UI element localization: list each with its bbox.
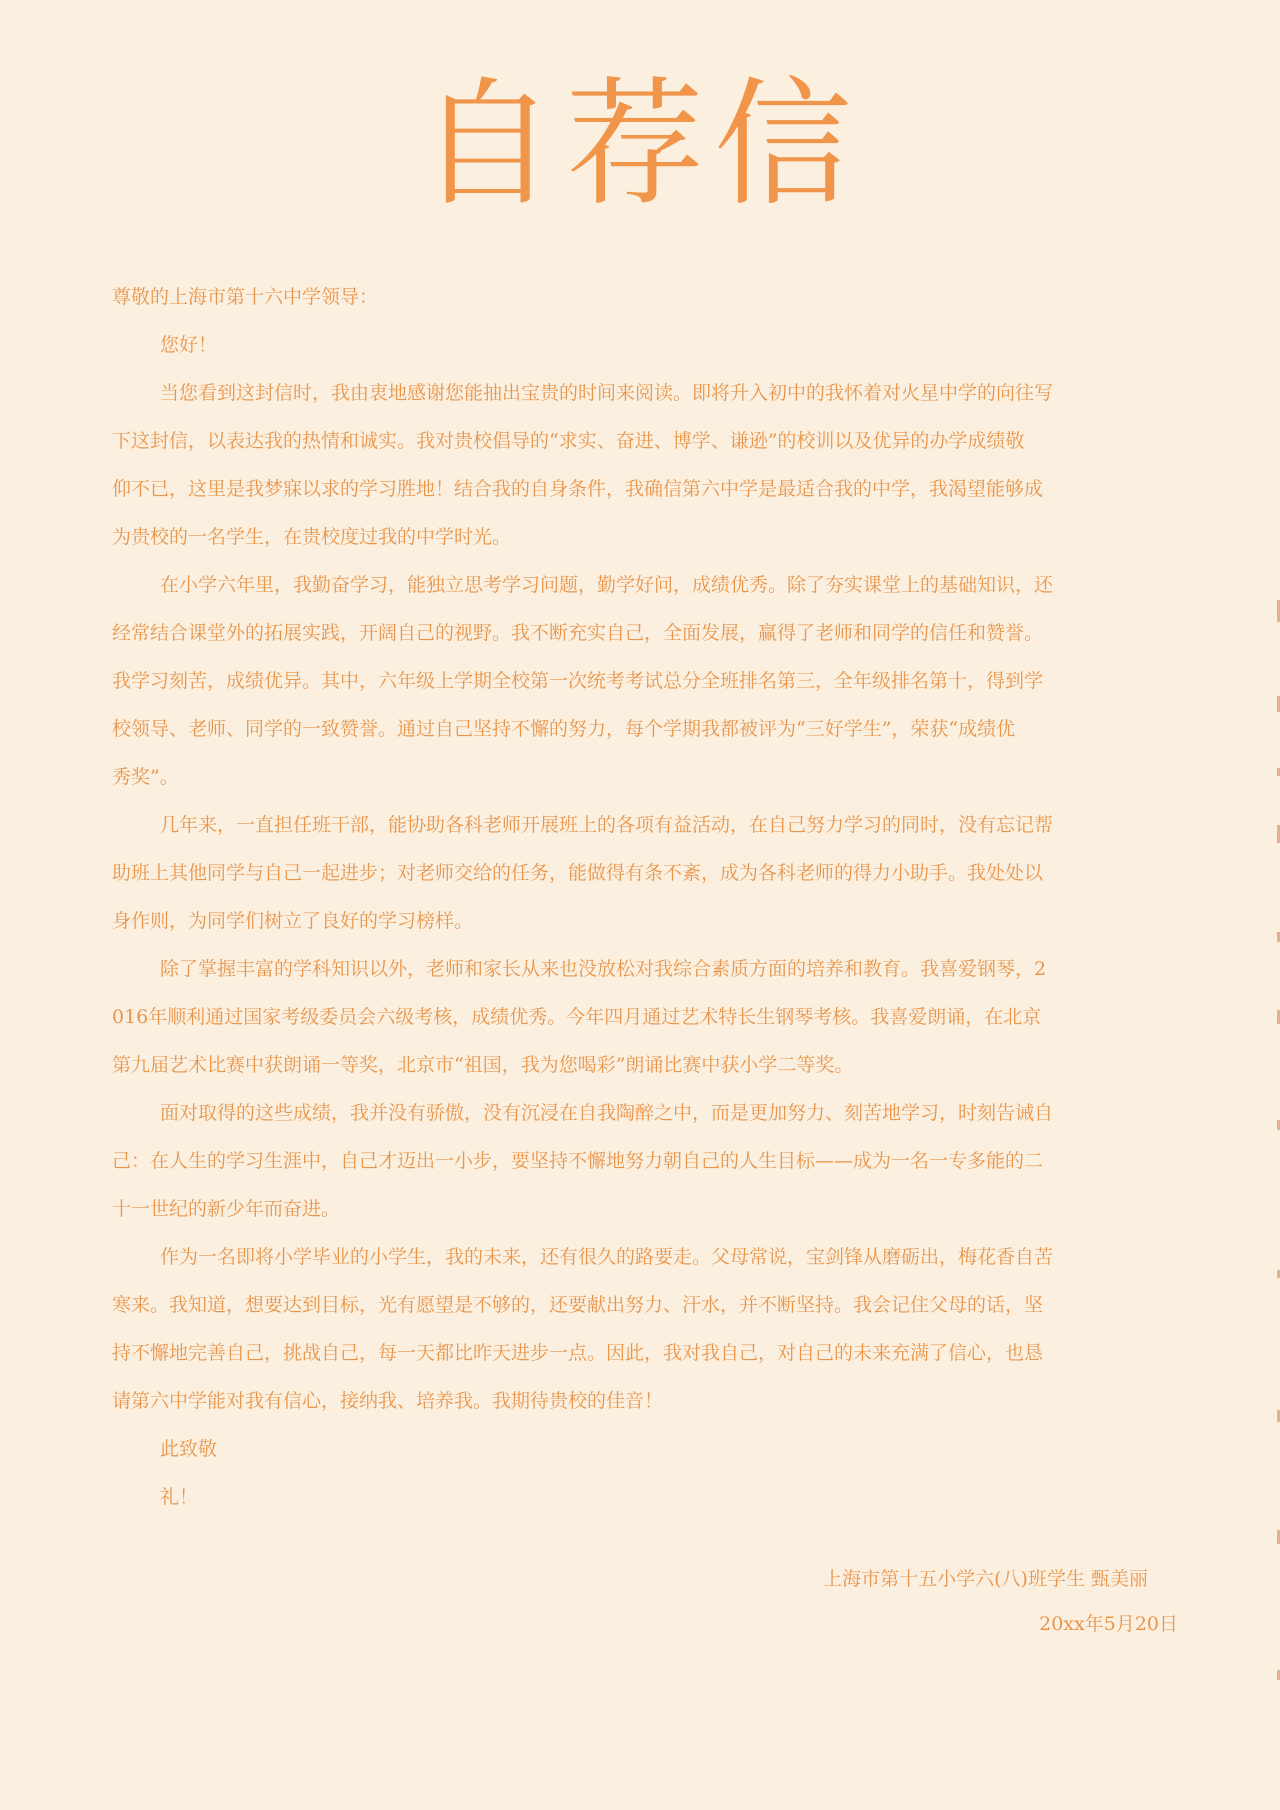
paragraph-2-line-3: 我学习刻苦，成绩优异。其中，六年级上学期全校第一次统考考试总分全班排名第三，全年级排名第十，得到学 <box>112 670 1044 692</box>
paragraph-6-line-2: 寒来。我知道，想要达到目标，光有愿望是不够的，还要献出努力、汗水，并不断坚持。我会记住父母的话，坚 <box>112 1294 1044 1316</box>
signature: 上海市第十五小学六(八)班学生 甄美丽 <box>823 1568 1148 1590</box>
letter-date: 20xx年5月20日 <box>1039 1613 1178 1635</box>
paragraph-4-line-1: 除了掌握丰富的学科知识以外，老师和家长从来也没放松对我综合素质方面的培养和教育。我喜爱钢琴，2 <box>160 958 1047 980</box>
paragraph-1 <box>112 369 1172 561</box>
paragraph-2-line-2: 经常结合课堂外的拓展实践，开阔自己的视野。我不断充实自己，全面发展，赢得了老师和同学的信任和赞誉。 <box>112 622 1044 644</box>
paragraph-6 <box>112 1233 1172 1425</box>
paragraph-2 <box>112 561 1172 801</box>
paragraph-4-line-3: 第九届艺术比赛中获朗诵一等奖，北京市“祖国，我为您喝彩”朗诵比赛中获小学二等奖。 <box>112 1054 854 1076</box>
paragraph-2-line-1: 在小学六年里，我勤奋学习，能独立思考学习问题，勤学好问，成绩优秀。除了夯实课堂上的基础知识，还 <box>160 574 1054 596</box>
letter-body <box>112 273 1172 1521</box>
paragraph-1-line-2: 下这封信，以表达我的热情和诚实。我对贵校倡导的“求实、奋进、博学、谦逊”的校训以及优异的办学成绩敬 <box>112 430 1025 452</box>
greeting: 您好！ <box>160 334 218 356</box>
paragraph-2-line-4: 校领导、老师、同学的一致赞誉。通过自己坚持不懈的努力，每个学期我都被评为“三好学生”，荣获“成绩优 <box>112 718 1016 740</box>
paragraph-3-line-3: 身作则，为同学们树立了良好的学习榜样。 <box>112 910 474 932</box>
paragraph-1-line-3: 仰不已，这里是我梦寐以求的学习胜地！结合我的自身条件，我确信第六中学是最适合我的中学，我渴望能够成 <box>112 478 1044 500</box>
paragraph-3 <box>112 801 1172 945</box>
paragraph-5-line-3: 十一世纪的新少年而奋进。 <box>112 1198 341 1220</box>
paragraph-5-line-2: 己：在人生的学习生涯中，自己才迈出一小步，要坚持不懈地努力朝自己的人生目标——成为一名一专多能的二 <box>112 1150 1044 1172</box>
paragraph-3-line-2: 助班上其他同学与自己一起进步；对老师交给的任务，能做得有条不紊，成为各科老师的得力小助手。我处处以 <box>112 862 1044 884</box>
paragraph-6-line-1: 作为一名即将小学毕业的小学生，我的未来，还有很久的路要走。父母常说，宝剑锋从磨砺出，梅花香自苦 <box>160 1246 1054 1268</box>
paragraph-4-line-2: 016年顺利通过国家考级委员会六级考核，成绩优秀。今年四月通过艺术特长生钢琴考核。我喜爱朗诵，在北京 <box>112 1006 1042 1028</box>
paragraph-3-line-1: 几年来，一直担任班干部，能协助各科老师开展班上的各项有益活动，在自己努力学习的同时，没有忘记帮 <box>160 814 1054 836</box>
paragraph-5-line-1: 面对取得的这些成绩，我并没有骄傲，没有沉浸在自我陶醉之中，而是更加努力、刻苦地学习，时刻告诫自 <box>160 1102 1054 1124</box>
paragraph-6-line-3: 持不懈地完善自己，挑战自己，每一天都比昨天进步一点。因此，我对我自己，对自己的未来充满了信心，也恳 <box>112 1342 1044 1364</box>
paragraph-4 <box>112 945 1172 1089</box>
salutation: 尊敬的上海市第十六中学领导： <box>112 286 379 308</box>
paragraph-5 <box>112 1089 1172 1233</box>
paragraph-1-line-4: 为贵校的一名学生，在贵校度过我的中学时光。 <box>112 526 512 548</box>
closing-line-2: 礼！ <box>160 1486 199 1508</box>
letter-title: 自荐信 <box>417 64 862 225</box>
paragraph-2-line-5: 秀奖”。 <box>112 766 179 788</box>
closing-line-1: 此致敬 <box>160 1438 218 1460</box>
page-edge-marks <box>1276 600 1280 1750</box>
paragraph-6-line-4: 请第六中学能对我有信心，接纳我、培养我。我期待贵校的佳音！ <box>112 1390 664 1412</box>
paragraph-1-line-1: 当您看到这封信时，我由衷地感谢您能抽出宝贵的时间来阅读。即将升入初中的我怀着对火星中学的向往写 <box>160 382 1054 404</box>
